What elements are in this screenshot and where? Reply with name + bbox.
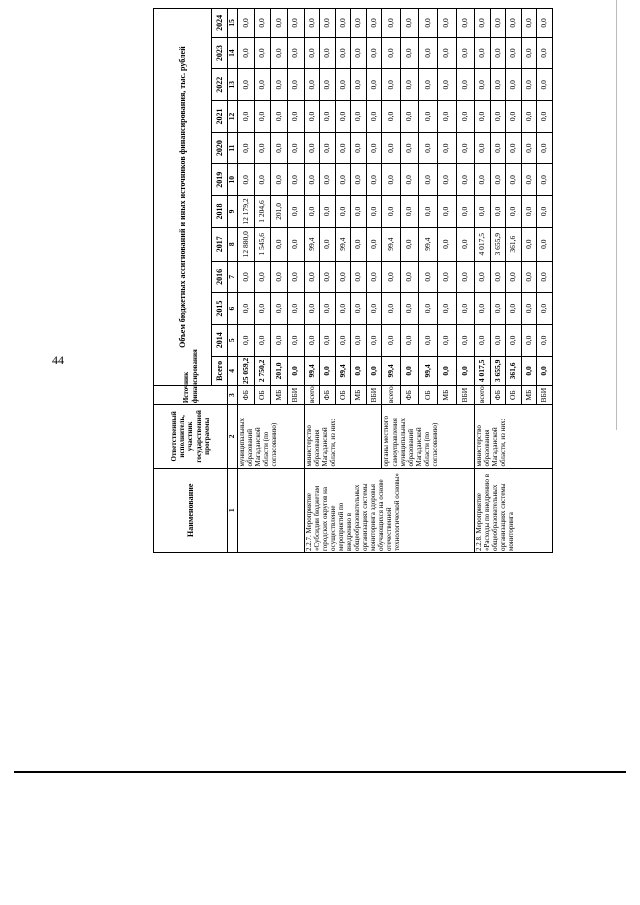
header-numbers-row	[228, 9, 238, 553]
value-cell: 0,0	[382, 69, 401, 101]
value-cell: 0,0	[419, 324, 438, 356]
value-cell: 0,0	[238, 101, 255, 133]
value-cell: 0,0	[382, 132, 401, 164]
value-cell: 0,0	[271, 132, 288, 164]
value-cell: 0,0	[490, 37, 506, 69]
value-cell: 0,0	[271, 9, 288, 38]
source-cell: ВБИ	[366, 386, 382, 405]
value-cell: 0,0	[271, 164, 288, 196]
value-cell: 0,0	[475, 37, 491, 69]
value-cell: 0,0	[304, 261, 320, 293]
value-cell: 99,4	[382, 227, 401, 261]
value-cell: 0,0	[456, 227, 475, 261]
source-cell: ВБИ	[537, 386, 553, 405]
value-cell: 0,0	[456, 324, 475, 356]
value-cell: 0,0	[475, 132, 491, 164]
scan-edge-line	[616, 0, 617, 430]
total-cell: 0,0	[287, 356, 304, 386]
value-cell: 0,0	[254, 164, 271, 196]
value-cell: 0,0	[537, 293, 553, 325]
total-cell: 0,0	[400, 356, 419, 386]
total-cell: 361,6	[506, 356, 522, 386]
value-cell: 0,0	[475, 196, 491, 228]
value-cell: 0,0	[271, 37, 288, 69]
value-cell: 0,0	[304, 69, 320, 101]
value-cell: 0,0	[238, 164, 255, 196]
value-cell: 0,0	[351, 293, 367, 325]
value-cell: 0,0	[382, 101, 401, 133]
total-cell: 0,0	[351, 356, 367, 386]
value-cell: 0,0	[304, 164, 320, 196]
value-cell: 0,0	[475, 293, 491, 325]
value-cell: 0,0	[490, 101, 506, 133]
value-cell: 0,0	[351, 132, 367, 164]
value-cell: 0,0	[271, 293, 288, 325]
column-number: 1	[228, 468, 238, 552]
total-cell: 99,4	[382, 356, 401, 386]
executor-cell: министерство образования Магаданской области, из них:	[304, 405, 382, 468]
value-cell: 0,0	[382, 261, 401, 293]
value-cell: 0,0	[506, 37, 522, 69]
value-cell: 0,0	[475, 324, 491, 356]
value-cell: 0,0	[521, 324, 537, 356]
value-cell: 0,0	[351, 324, 367, 356]
value-cell: 361,6	[506, 227, 522, 261]
value-cell: 0,0	[506, 261, 522, 293]
source-cell: ОБ	[419, 386, 438, 405]
value-cell: 0,0	[490, 324, 506, 356]
value-cell: 0,0	[287, 69, 304, 101]
page-number: 44	[52, 353, 64, 367]
value-cell: 0,0	[506, 293, 522, 325]
source-cell: МБ	[351, 386, 367, 405]
executor-cell: муниципальных образований Магаданской области (по согласованию)	[238, 405, 305, 468]
value-cell: 0,0	[490, 196, 506, 228]
value-cell: 0,0	[490, 69, 506, 101]
value-cell: 0,0	[320, 9, 336, 38]
value-cell: 0,0	[304, 101, 320, 133]
value-cell: 0,0	[351, 164, 367, 196]
value-cell: 0,0	[287, 101, 304, 133]
value-cell: 0,0	[320, 261, 336, 293]
value-cell: 0,0	[419, 164, 438, 196]
value-cell: 0,0	[366, 227, 382, 261]
value-cell: 0,0	[366, 101, 382, 133]
value-cell: 0,0	[382, 293, 401, 325]
value-cell: 0,0	[456, 293, 475, 325]
header-year: 2024	[212, 9, 228, 38]
source-cell: всего:	[382, 386, 401, 405]
value-cell: 0,0	[438, 164, 457, 196]
value-cell: 0,0	[254, 9, 271, 38]
measure-name: 2.2.7. Мероприятие «Субсидии бюджетам городских округов на осуществление мероприятий по внедрению в общеобразовательных организациях системы мониторинга здоровья обучающихся на основе отечественной технологической основы»	[304, 468, 474, 552]
value-cell: 0,0	[438, 227, 457, 261]
header-year: 2017	[212, 227, 228, 261]
value-cell: 4 017,5	[475, 227, 491, 261]
total-cell: 99,4	[335, 356, 351, 386]
header-executor: Ответственный исполнитель, участник государственной программы	[154, 405, 228, 468]
value-cell: 0,0	[254, 261, 271, 293]
value-cell: 0,0	[419, 261, 438, 293]
value-cell: 0,0	[521, 261, 537, 293]
executor-cell: органы местного самоуправления муниципальных образований Магаданской области (по согласованию)	[382, 405, 475, 468]
value-cell: 0,0	[304, 132, 320, 164]
value-cell: 0,0	[506, 324, 522, 356]
value-cell: 0,0	[506, 164, 522, 196]
table-body	[238, 9, 553, 553]
total-cell: 3 655,9	[490, 356, 506, 386]
source-cell: МБ	[271, 386, 288, 405]
value-cell: 0,0	[537, 227, 553, 261]
value-cell: 0,0	[287, 132, 304, 164]
column-number: 8	[228, 227, 238, 261]
value-cell: 0,0	[271, 101, 288, 133]
source-cell: МБ	[438, 386, 457, 405]
total-cell: 0,0	[456, 356, 475, 386]
source-cell: ОБ	[254, 386, 271, 405]
header-total: Всего	[212, 356, 228, 386]
value-cell: 0,0	[456, 132, 475, 164]
header-volume: Объем бюджетных ассигнований и иных источников финансирования, тыс. рублей	[154, 9, 212, 386]
value-cell: 0,0	[521, 293, 537, 325]
value-cell: 0,0	[238, 37, 255, 69]
value-cell: 0,0	[320, 101, 336, 133]
value-cell: 0,0	[400, 101, 419, 133]
header-year: 2016	[212, 261, 228, 293]
value-cell: 0,0	[537, 9, 553, 38]
header-year: 2019	[212, 164, 228, 196]
value-cell: 0,0	[335, 324, 351, 356]
total-cell: 0,0	[521, 356, 537, 386]
value-cell: 12 179,2	[238, 196, 255, 228]
value-cell: 0,0	[419, 196, 438, 228]
value-cell: 0,0	[351, 9, 367, 38]
value-cell: 0,0	[521, 164, 537, 196]
value-cell: 0,0	[366, 69, 382, 101]
value-cell: 0,0	[320, 37, 336, 69]
value-cell: 0,0	[537, 132, 553, 164]
value-cell: 0,0	[320, 69, 336, 101]
total-cell: 2 750,2	[254, 356, 271, 386]
value-cell: 0,0	[438, 37, 457, 69]
value-cell: 0,0	[537, 164, 553, 196]
value-cell: 0,0	[438, 196, 457, 228]
value-cell: 0,0	[238, 132, 255, 164]
total-cell: 0,0	[320, 356, 336, 386]
value-cell: 0,0	[490, 261, 506, 293]
value-cell: 0,0	[400, 324, 419, 356]
value-cell: 0,0	[351, 196, 367, 228]
column-number: 10	[228, 164, 238, 196]
executor-cell: министерство образования Магаданской области, из них:	[475, 405, 553, 468]
value-cell: 1 204,6	[254, 196, 271, 228]
value-cell: 0,0	[521, 37, 537, 69]
value-cell: 0,0	[335, 261, 351, 293]
value-cell: 0,0	[351, 37, 367, 69]
value-cell: 0,0	[456, 261, 475, 293]
source-cell: ФБ	[490, 386, 506, 405]
value-cell: 0,0	[537, 69, 553, 101]
value-cell: 0,0	[320, 227, 336, 261]
value-cell: 0,0	[335, 164, 351, 196]
value-cell: 0,0	[335, 132, 351, 164]
header-year: 2015	[212, 293, 228, 325]
value-cell: 0,0	[366, 37, 382, 69]
measure-name	[238, 468, 305, 552]
value-cell: 0,0	[238, 261, 255, 293]
column-number: 11	[228, 132, 238, 164]
value-cell: 12 880,0	[238, 227, 255, 261]
column-number: 6	[228, 293, 238, 325]
value-cell: 0,0	[400, 293, 419, 325]
value-cell: 0,0	[238, 69, 255, 101]
total-cell: 25 059,2	[238, 356, 255, 386]
value-cell: 0,0	[419, 9, 438, 38]
table-row	[304, 9, 320, 553]
source-cell: всего:	[475, 386, 491, 405]
value-cell: 0,0	[537, 324, 553, 356]
value-cell: 0,0	[475, 101, 491, 133]
value-cell: 0,0	[366, 261, 382, 293]
value-cell: 0,0	[521, 227, 537, 261]
value-cell: 0,0	[335, 101, 351, 133]
value-cell: 0,0	[287, 261, 304, 293]
column-number: 13	[228, 69, 238, 101]
source-cell: ФБ	[238, 386, 255, 405]
value-cell: 0,0	[304, 37, 320, 69]
value-cell: 0,0	[271, 324, 288, 356]
table-head	[154, 9, 238, 553]
header-name: Наименование	[154, 468, 228, 552]
value-cell: 0,0	[490, 9, 506, 38]
value-cell: 0,0	[456, 69, 475, 101]
column-number: 15	[228, 9, 238, 38]
column-number: 4	[228, 356, 238, 386]
value-cell: 0,0	[351, 69, 367, 101]
value-cell: 0,0	[475, 9, 491, 38]
value-cell: 0,0	[438, 293, 457, 325]
value-cell: 0,0	[400, 9, 419, 38]
table-row	[238, 9, 255, 553]
total-cell: 201,0	[271, 356, 288, 386]
value-cell: 0,0	[438, 132, 457, 164]
value-cell: 0,0	[490, 293, 506, 325]
value-cell: 0,0	[271, 69, 288, 101]
header-year: 2021	[212, 101, 228, 133]
value-cell: 0,0	[456, 164, 475, 196]
value-cell: 0,0	[475, 69, 491, 101]
value-cell: 0,0	[335, 9, 351, 38]
value-cell: 0,0	[490, 164, 506, 196]
measure-name: 2.2.8. Мероприятие «Расходы по внедрению в общеобразовательных организациях системы мониторинга	[475, 468, 553, 552]
total-cell: 0,0	[366, 356, 382, 386]
value-cell: 0,0	[438, 324, 457, 356]
value-cell: 0,0	[456, 196, 475, 228]
value-cell: 3 655,9	[490, 227, 506, 261]
value-cell: 0,0	[419, 37, 438, 69]
value-cell: 0,0	[400, 196, 419, 228]
value-cell: 0,0	[521, 9, 537, 38]
value-cell: 0,0	[287, 227, 304, 261]
total-cell: 99,4	[419, 356, 438, 386]
value-cell: 0,0	[382, 37, 401, 69]
value-cell: 0,0	[304, 324, 320, 356]
value-cell: 0,0	[456, 101, 475, 133]
value-cell: 0,0	[382, 9, 401, 38]
value-cell: 0,0	[400, 37, 419, 69]
column-number: 12	[228, 101, 238, 133]
value-cell: 0,0	[506, 69, 522, 101]
value-cell: 0,0	[287, 324, 304, 356]
value-cell: 0,0	[366, 9, 382, 38]
column-number: 7	[228, 261, 238, 293]
value-cell: 0,0	[287, 9, 304, 38]
value-cell: 0,0	[271, 261, 288, 293]
value-cell: 0,0	[475, 261, 491, 293]
value-cell: 0,0	[490, 132, 506, 164]
value-cell: 0,0	[438, 101, 457, 133]
value-cell: 0,0	[335, 293, 351, 325]
source-cell: ВБИ	[456, 386, 475, 405]
header-year: 2020	[212, 132, 228, 164]
value-cell: 0,0	[537, 261, 553, 293]
value-cell: 0,0	[400, 164, 419, 196]
bottom-rule	[14, 771, 626, 773]
header-year: 2022	[212, 69, 228, 101]
value-cell: 0,0	[537, 101, 553, 133]
value-cell: 0,0	[335, 196, 351, 228]
value-cell: 0,0	[438, 9, 457, 38]
source-cell: МБ	[521, 386, 537, 405]
column-number: 5	[228, 324, 238, 356]
value-cell: 0,0	[320, 132, 336, 164]
value-cell: 201,0	[271, 196, 288, 228]
value-cell: 0,0	[382, 324, 401, 356]
total-cell: 4 017,5	[475, 356, 491, 386]
value-cell: 0,0	[254, 69, 271, 101]
column-number: 3	[228, 386, 238, 405]
value-cell: 0,0	[366, 132, 382, 164]
value-cell: 0,0	[419, 69, 438, 101]
value-cell: 0,0	[287, 293, 304, 325]
value-cell: 0,0	[419, 101, 438, 133]
value-cell: 0,0	[438, 261, 457, 293]
value-cell: 0,0	[506, 101, 522, 133]
value-cell: 0,0	[506, 9, 522, 38]
total-cell: 99,4	[304, 356, 320, 386]
column-number: 9	[228, 196, 238, 228]
value-cell: 0,0	[366, 293, 382, 325]
value-cell: 0,0	[400, 261, 419, 293]
value-cell: 0,0	[287, 164, 304, 196]
value-cell: 0,0	[382, 164, 401, 196]
value-cell: 0,0	[400, 69, 419, 101]
value-cell: 1 545,6	[254, 227, 271, 261]
header-year: 2014	[212, 324, 228, 356]
value-cell: 99,4	[419, 227, 438, 261]
value-cell: 0,0	[351, 227, 367, 261]
value-cell: 0,0	[382, 196, 401, 228]
value-cell: 0,0	[366, 196, 382, 228]
value-cell: 0,0	[506, 132, 522, 164]
value-cell: 0,0	[304, 9, 320, 38]
value-cell: 0,0	[335, 69, 351, 101]
source-cell: всего:	[304, 386, 320, 405]
value-cell: 0,0	[304, 293, 320, 325]
value-cell: 0,0	[335, 37, 351, 69]
value-cell: 0,0	[254, 132, 271, 164]
value-cell: 0,0	[521, 69, 537, 101]
value-cell: 0,0	[537, 37, 553, 69]
value-cell: 0,0	[254, 293, 271, 325]
value-cell: 0,0	[419, 132, 438, 164]
value-cell: 0,0	[366, 324, 382, 356]
column-number: 2	[228, 405, 238, 468]
value-cell: 0,0	[320, 324, 336, 356]
total-cell: 0,0	[438, 356, 457, 386]
value-cell: 0,0	[419, 293, 438, 325]
value-cell: 0,0	[320, 196, 336, 228]
value-cell: 0,0	[320, 293, 336, 325]
value-cell: 0,0	[366, 164, 382, 196]
value-cell: 0,0	[351, 261, 367, 293]
value-cell: 0,0	[521, 132, 537, 164]
value-cell: 99,4	[335, 227, 351, 261]
header-year: 2023	[212, 37, 228, 69]
total-cell: 0,0	[537, 356, 553, 386]
value-cell: 0,0	[238, 293, 255, 325]
value-cell: 0,0	[287, 196, 304, 228]
header-source: Источник финансирования	[154, 386, 228, 405]
value-cell: 0,0	[254, 101, 271, 133]
table-row	[475, 9, 491, 553]
value-cell: 0,0	[238, 9, 255, 38]
value-cell: 0,0	[521, 196, 537, 228]
source-cell: ФБ	[400, 386, 419, 405]
value-cell: 0,0	[400, 227, 419, 261]
value-cell: 0,0	[456, 37, 475, 69]
value-cell: 0,0	[456, 9, 475, 38]
value-cell: 0,0	[271, 227, 288, 261]
value-cell: 0,0	[506, 196, 522, 228]
value-cell: 0,0	[254, 37, 271, 69]
source-cell: ФБ	[320, 386, 336, 405]
value-cell: 0,0	[400, 132, 419, 164]
source-cell: ОБ	[506, 386, 522, 405]
funding-table	[153, 8, 553, 553]
rotated-table-wrapper	[153, 8, 553, 553]
value-cell: 99,4	[304, 227, 320, 261]
value-cell: 0,0	[475, 164, 491, 196]
value-cell: 0,0	[521, 101, 537, 133]
value-cell: 0,0	[537, 196, 553, 228]
value-cell: 0,0	[320, 164, 336, 196]
source-cell: ОБ	[335, 386, 351, 405]
value-cell: 0,0	[254, 324, 271, 356]
value-cell: 0,0	[438, 69, 457, 101]
column-number: 14	[228, 37, 238, 69]
value-cell: 0,0	[351, 101, 367, 133]
value-cell: 0,0	[304, 196, 320, 228]
value-cell: 0,0	[287, 37, 304, 69]
value-cell: 0,0	[238, 324, 255, 356]
source-cell: ВБИ	[287, 386, 304, 405]
header-year: 2018	[212, 196, 228, 228]
